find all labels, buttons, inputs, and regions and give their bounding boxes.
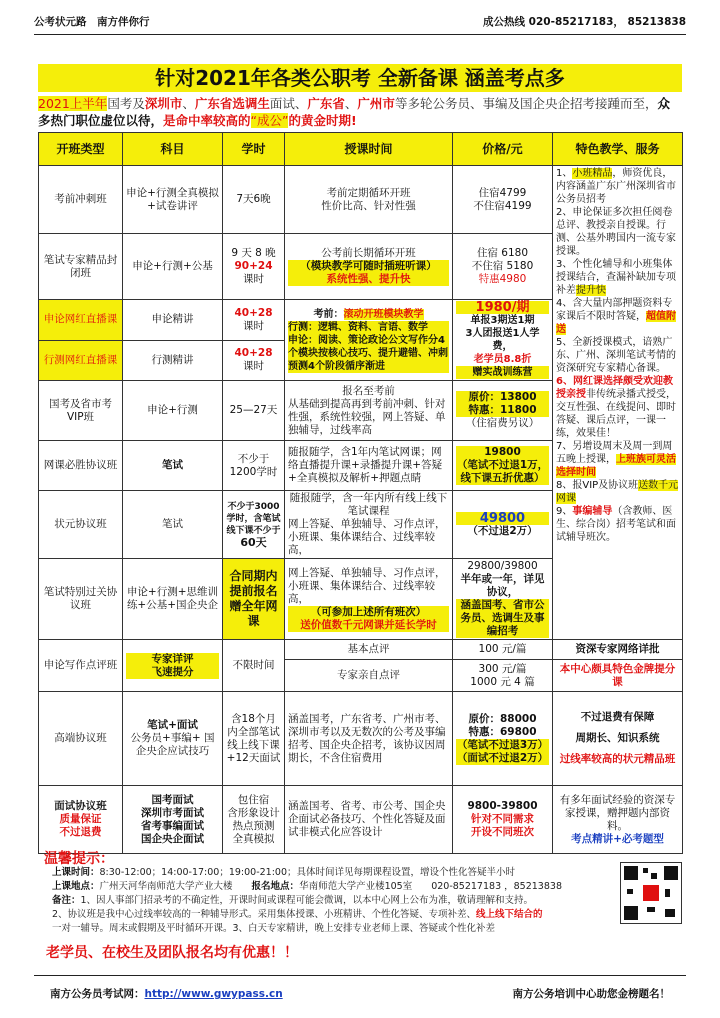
- discount-call: 老学员、在校生及团队报名均有优惠！！: [46, 945, 298, 961]
- table-row: 高端协议班 笔试+面试 公务员+事编+ 国企央企应试技巧 含18个月内全部笔试线上线下课+12天面试 涵盖国考，广东省考、广州市考、深圳市考以及无数次的公考及事编招考、国企央企招考，该协议因周期长，不含住宿费用 原价：88000 特惠：69800 （笔试不过退3万） （面试不过退2万） 不过退费有保障 周期长、知识系统 过线率较高的状元精品班: [39, 692, 683, 786]
- page-title: 针对2021年各类公职考 全新备课 涵盖考点多: [38, 64, 682, 92]
- table-header-row: [39, 133, 683, 166]
- table-row: 笔试特别过关协议班 申论+行测+思维训练+公基+国企央企 合同期内提前报名赠全年网课 网上答疑、单独辅导、习作点评，小班课、集体课结合、过线率较高， （可参加上述所有班次） 送价值数千元网课并延长学时 29800/39800 半年或一年，详见协议， 涵盖国考、省市公务员、选调生及事编招考: [39, 559, 683, 640]
- table-row: 考前冲刺班 申论+行测全真模拟+试卷讲评 7天6晚 考前定期循环开班 性价比高、针对性强 住宿4799 不住宿4199 1、小班精品，师资优良，内容涵盖广东广州深圳省市公务员招考 2、申论保证多次担任阅卷总评、教授亲自授课。行测、公基外聘国内一流专家授课。 3、个性化辅导和小班集体授课结合，查漏补缺加专项补差提升快 4、含大量内部押题资料专家课后不限时答疑，超值附送 5、全新授课模式，谙熟广东、广州、深圳笔试考情的资深研究专家精心备课。 6、网红课选择颇受欢迎教授亲授非传统录播式授受，交互性强、在线提问、即时答疑、课后点评，一课一练，效果佳！ 7、另增设周末及周一到周五晚上授课，上班族可灵活选择时间 8、报VIP及协议班送数千元网课 9、事编辅导（含教师、医生、综合岗）招考笔试和面试辅导班次。: [39, 166, 683, 234]
- features-cell: 1、小班精品，师资优良，内容涵盖广东广州深圳省市公务员招考 2、申论保证多次担任阅卷总评、教授亲自授课。行测、公基外聘国内一流专家授课。 3、个性化辅导和小班集体授课结合，查漏补缺加专项补差提升快 4、含大量内部押题资料专家课后不限时答疑，超值附送 5、全新授课模式，谙熟广东、广州、深圳笔试考情的资深研究专家精心备课。 6、网红课选择颇受欢迎教授亲授非传统录播式授受，交互性强、在线提问、即时答疑、课后点评，一课一练，效果佳！ 7、另增设周末及周一到周五晚上授课，上班族可灵活选择时间 8、报VIP及协议班送数千元网课 9、事编辅导（含教师、医生、综合岗）招考笔试和面试辅导班次。: [553, 166, 683, 640]
- col-header: 学时: [223, 133, 285, 166]
- slogan: 公考状元路 南方伴你行: [34, 16, 150, 28]
- col-header: 价格/元: [453, 133, 553, 166]
- col-header: 授课时间: [285, 133, 453, 166]
- table-row: 行测网红直播课 行测精讲 40+28 课时: [39, 340, 683, 381]
- table-row: 申论写作点评班 专家详评 飞速提分 不限时间 基本点评 100 元/篇 资深专家网络详批: [39, 640, 683, 660]
- qr-code: [620, 862, 682, 924]
- table-row: 专家亲自点评 300 元/篇 1000 元 4 篇 本中心颇具特色金牌提分课: [39, 660, 683, 692]
- course-table: [38, 132, 683, 854]
- intro-paragraph: 2021上半年国考及深圳市、广东省选调生面试、广东省、广州市等多轮公务员、事编及国企央企招考接踵而至，众多热门职位虚位以待，是命中率较高的“成公”的黄金时期!: [38, 96, 670, 128]
- tips-notes: 上课时间：8:30-12:00；14:00-17:00；19:00-21:00；具体时间详见每期课程设置，增设个性化答疑半小时 上课地点：广州天河华南师范大学产业大楼 报名地点：华南师范大学产业楼105室 020-85217183 ，85213838 备注：1、因人事部门招录考的不确定性，开课时间或课程可能会微调，以本中心网上公布为准，敬请理解和支持。 2、协议班是我中心过线率较高的一种辅导形式。采用集体授课、小班精讲、个性化答疑、专项补差、线上线下结合的 一对一辅导。周末或假期及平时循环开课。3、白天专家精讲，晚上安排专业老师上课、答疑或个性化补差: [52, 867, 562, 934]
- table-row: 国考及省市考VIP班 申论+行测 25—27天 报名至考前 从基础到提高再到考前冲刺、针对性强，系统性较强，网上答疑、单独辅导，过线率高 原价：13800 特惠：11800 （住宿费另议）: [39, 381, 683, 441]
- table-row: 申论网红直播课 申论精讲 40+28 课时 考前：滚动开班模块教学 行测：逻辑、资料、言语、数学 申论：阅读、策论政论公文写作分4个模块按核心技巧、提升避错、冲刺预测4个阶段循序渐进 1980/期 单报3期送1期 3人团报送1人学费， 老学员8.8折 赠实战训练营: [39, 300, 683, 341]
- top-divider: [34, 34, 686, 35]
- website-link[interactable]: http://www.gwypass.cn: [144, 988, 283, 1000]
- table-row: 面试协议班 质量保证 不过退费 国考面试 深圳市考面试 省考事编面试 国企央企面试 包住宿 含形象设计 热点预测 全真模拟 涵盖国考、省考、市公考、国企央企面试必备技巧、个性化答疑及面试非模式化应答设计 9800-39800 针对不同需求 开设不同班次 有多年面试经验的资深专家授课，赠押题内部资料。 考点精讲+必考题型: [39, 786, 683, 854]
- table-row: 笔试专家精品封闭班 申论+行测+公基 9 天 8 晚 90+24 课时 公考前长期循环开班 （模块教学可随时插班听课） 系统性强、提升快 住宿 6180 不住宿 5180 特惠4980: [39, 234, 683, 300]
- bottom-divider: [34, 975, 686, 976]
- table-row: 状元协议班 笔试 不少于3000学时，含笔试线下课不少于 60天 随报随学，含一年内所有线上线下笔试课程 网上答疑、单独辅导、习作点评，小班课、集体课结合、过线率较高， 49800 （不过退2万）: [39, 491, 683, 559]
- col-header: 科目: [123, 133, 223, 166]
- hotline: 成公热线 020-85217183， 85213838: [483, 16, 686, 28]
- table-row: 网课必胜协议班 笔试 不少于1200学时 随报随学，含1年内笔试网课；网络直播提升课+录播提升课+答疑+全真模拟及解析+押题点睛 19800 （笔试不过退1万，线下课五折优惠）: [39, 441, 683, 491]
- col-header: 特色教学、服务: [553, 133, 683, 166]
- top-bar: [34, 14, 686, 32]
- col-header: 开班类型: [39, 133, 123, 166]
- tips-title: 温馨提示：: [44, 851, 114, 867]
